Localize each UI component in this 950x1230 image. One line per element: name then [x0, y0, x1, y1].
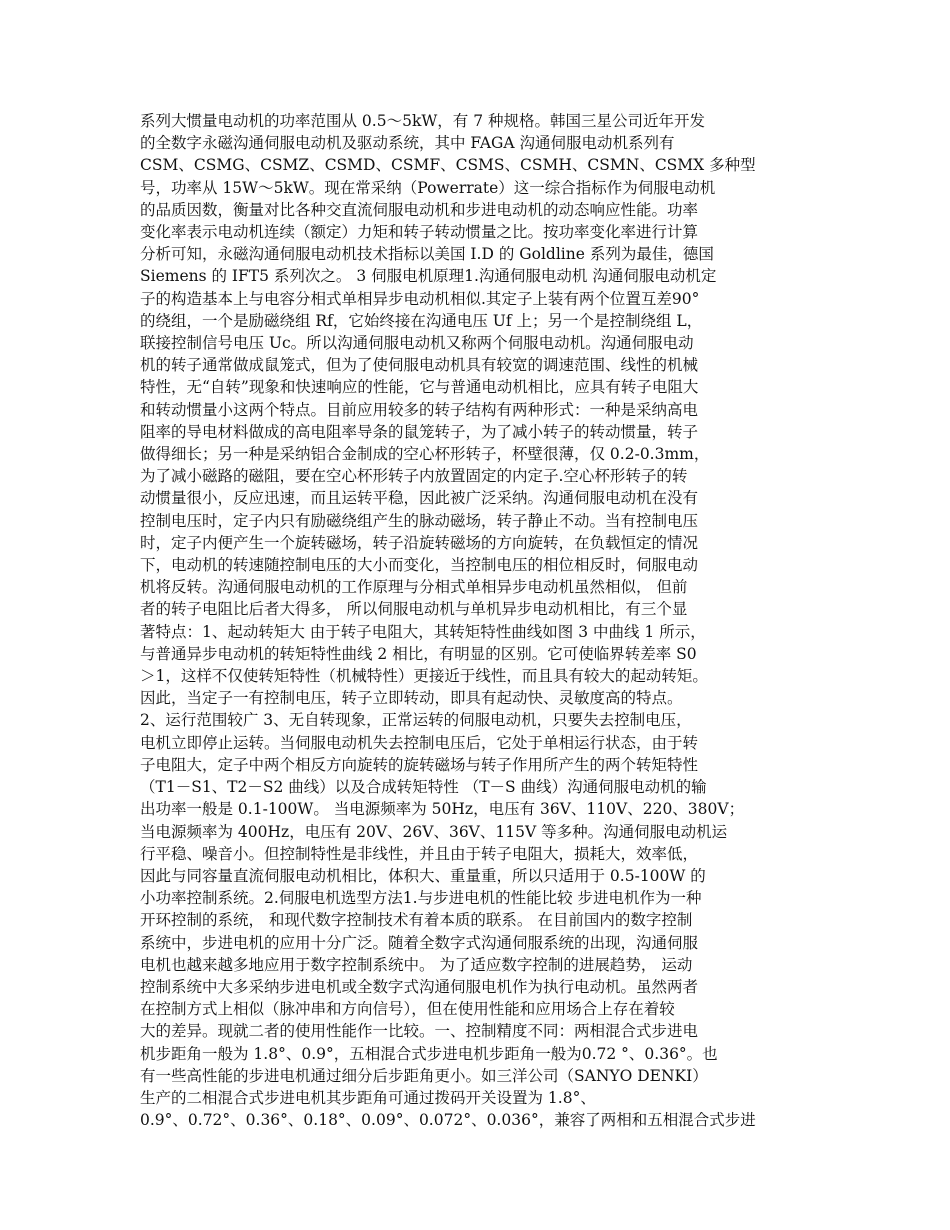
text-line: 有一些高性能的步进电机通过细分后步距角更小。如三洋公司（SANYO DENKI） — [140, 1066, 708, 1085]
text-line: 出功率一般是 0.1-100W。 当电源频率为 50Hz，电压有 36V、110V、220、380V； — [140, 800, 745, 819]
text-line: 行平稳、噪音小。但控制特性是非线性，并且由于转子电阻大，损耗大，效率低， — [140, 844, 699, 863]
text-line: 在控制方式上相似（脉冲串和方向信号），但在使用性能和应用场合上存在着较 — [140, 1000, 675, 1019]
text-line: 电机也越来越多地应用于数字控制系统中。 为了适应数字控制的进展趋势， 运动 — [140, 955, 693, 974]
text-line: 因此，当定子一有控制电压，转子立即转动，即具有起动快、灵敏度高的特点。 — [140, 689, 683, 708]
text-line: 机步距角一般为 1.8°、0.9°，五相混合式步进电机步距角一般为0.72 °、0.36°。也 — [140, 1044, 718, 1063]
text-line: 机将反转。沟通伺服电动机的工作原理与分相式单相异步电动机虽然相似， 但前 — [140, 578, 688, 597]
text-line: 大的差异。现就二者的使用性能作一比较。一、控制精度不同：两相混合式步进电 — [140, 1022, 699, 1041]
text-line: 开环控制的系统， 和现代数字控制技术有着本质的联系。 在目前国内的数字控制 — [140, 911, 693, 930]
text-line: 因此与同容量直流伺服电动机相比，体积大、重量重，所以只适用于 0.5-100W 的 — [140, 866, 706, 885]
text-line: 号，功率从 15W～5kW。现在常采纳（Powerrate）这一综合指标作为伺服电动机 — [140, 178, 716, 197]
text-line: 子电阻大，定子中两个相反方向旋转的旋转磁场与转子作用所产生的两个转矩特性 — [140, 755, 699, 774]
text-line: 0.9°、0.72°、0.36°、0.18°、0.09°、0.072°、0.036°，兼容了两相和五相混合式步进 — [140, 1111, 756, 1130]
text-line: Siemens 的 IFT5 系列次之。 3 伺服电机原理1.沟通伺服电动机 沟通伺服电动机定 — [140, 267, 717, 286]
text-line: 控制系统中大多采纳步进电机或全数字式沟通伺服电机作为执行电动机。虽然两者 — [140, 977, 699, 996]
text-line: 联接控制信号电压 Uc。所以沟通伺服电动机又称两个伺服电动机。沟通伺服电动 — [140, 334, 694, 353]
text-line: 为了减小磁路的磁阻，要在空心杯形转子内放置固定的内定子.空心杯形转子的转 — [140, 467, 688, 486]
body-text — [140, 110, 812, 1131]
text-line: 当电源频率为 400Hz，电压有 20V、26V、36V、115V 等多种。沟通伺服电动机运 — [140, 822, 728, 841]
text-line: 特性，无“自转”现象和快速响应的性能，它与普通电动机相比，应具有转子电阻大 — [140, 378, 699, 397]
text-line: 控制电压时，定子内只有励磁绕组产生的脉动磁场，转子静止不动。当有控制电压 — [140, 511, 699, 530]
text-line: 电机立即停止运转。当伺服电动机失去控制电压后，它处于单相运行状态，由于转 — [140, 733, 699, 752]
text-line: 生产的二相混合式步进电机其步距角可通过拨码开关设置为 1.8°、 — [140, 1088, 596, 1107]
text-line: 变化率表示电动机连续（额定）力矩和转子转动惯量之比。按功率变化率进行计算 — [140, 223, 699, 242]
text-line: 分析可知，永磁沟通伺服电动机技术指标以美国 I.D 的 Goldline 系列为最佳，德国 — [140, 245, 714, 264]
text-line: 小功率控制系统。2.伺服电机选型方法1.与步进电机的性能比较 步进电机作为一种 — [140, 889, 702, 908]
text-line: 阻率的导电材料做成的高电阻率导条的鼠笼转子，为了减小转子的转动惯量，转子 — [140, 422, 699, 441]
text-line: 时，定子内便产生一个旋转磁场，转子沿旋转磁场的方向旋转，在负载恒定的情况 — [140, 533, 699, 552]
text-line: 的品质因数，衡量对比各种交直流伺服电动机和步进电动机的动态响应性能。功率 — [140, 200, 699, 219]
text-line: 动惯量很小，反应迅速，而且运转平稳，因此被广泛采纳。沟通伺服电动机在没有 — [140, 489, 699, 508]
text-line: 系列大惯量电动机的功率范围从 0.5～5kW，有 7 种规格。韩国三星公司近年开发 — [140, 112, 705, 130]
text-line: （T1－S1、T2－S2 曲线）以及合成转矩特性 （T－S 曲线）沟通伺服电动机的输 — [140, 778, 707, 797]
text-line: 和转动惯量小这两个特点。目前应用较多的转子结构有两种形式：一种是采纳高电 — [140, 400, 699, 419]
text-line: 的绕组，一个是励磁绕组 Rf，它始终接在沟通电压 Uf 上；另一个是控制绕组 L， — [140, 311, 703, 330]
text-line: CSM、CSMG、CSMZ、CSMD、CSMF、CSMS、CSMH、CSMN、CSMX 多种型 — [140, 156, 756, 175]
text-line: 子的构造基本上与电容分相式单相异步电动机相似.其定子上装有两个位置互差90° — [140, 289, 700, 308]
text-line: 著特点：1、起动转矩大 由于转子电阻大，其转矩特性曲线如图 3 中曲线 1 所示， — [140, 622, 706, 641]
text-line: ＞1，这样不仅使转矩特性（机械特性）更接近于线性，而且具有较大的起动转矩。 — [140, 667, 708, 686]
text-line: 做得细长；另一种是采纳铝合金制成的空心杯形转子，杯壁很薄，仅 0.2-0.3mm， — [140, 445, 710, 464]
text-line: 机的转子通常做成鼠笼式，但为了使伺服电动机具有较宽的调速范围、线性的机械 — [140, 356, 699, 375]
text-line: 2、运行范围较广 3、无自转现象，正常运转的伺服电动机，只要失去控制电压， — [140, 711, 692, 730]
text-line: 者的转子电阻比后者大得多， 所以伺服电动机与单机异步电动机相比，有三个显 — [140, 600, 688, 619]
text-line: 系统中，步进电机的应用十分广泛。随着全数字式沟通伺服系统的出现，沟通伺服 — [140, 933, 699, 952]
text-line: 下，电动机的转速随控制电压的大小而变化，当控制电压的相位相反时，伺服电动 — [140, 556, 699, 575]
text-line: 与普通异步电动机的转矩特性曲线 2 相比，有明显的区别。它可使临界转差率 S0 — [140, 644, 697, 663]
text-line: 的全数字永磁沟通伺服电动机及驱动系统，其中 FAGA 沟通伺服电动机系列有 — [140, 134, 675, 153]
